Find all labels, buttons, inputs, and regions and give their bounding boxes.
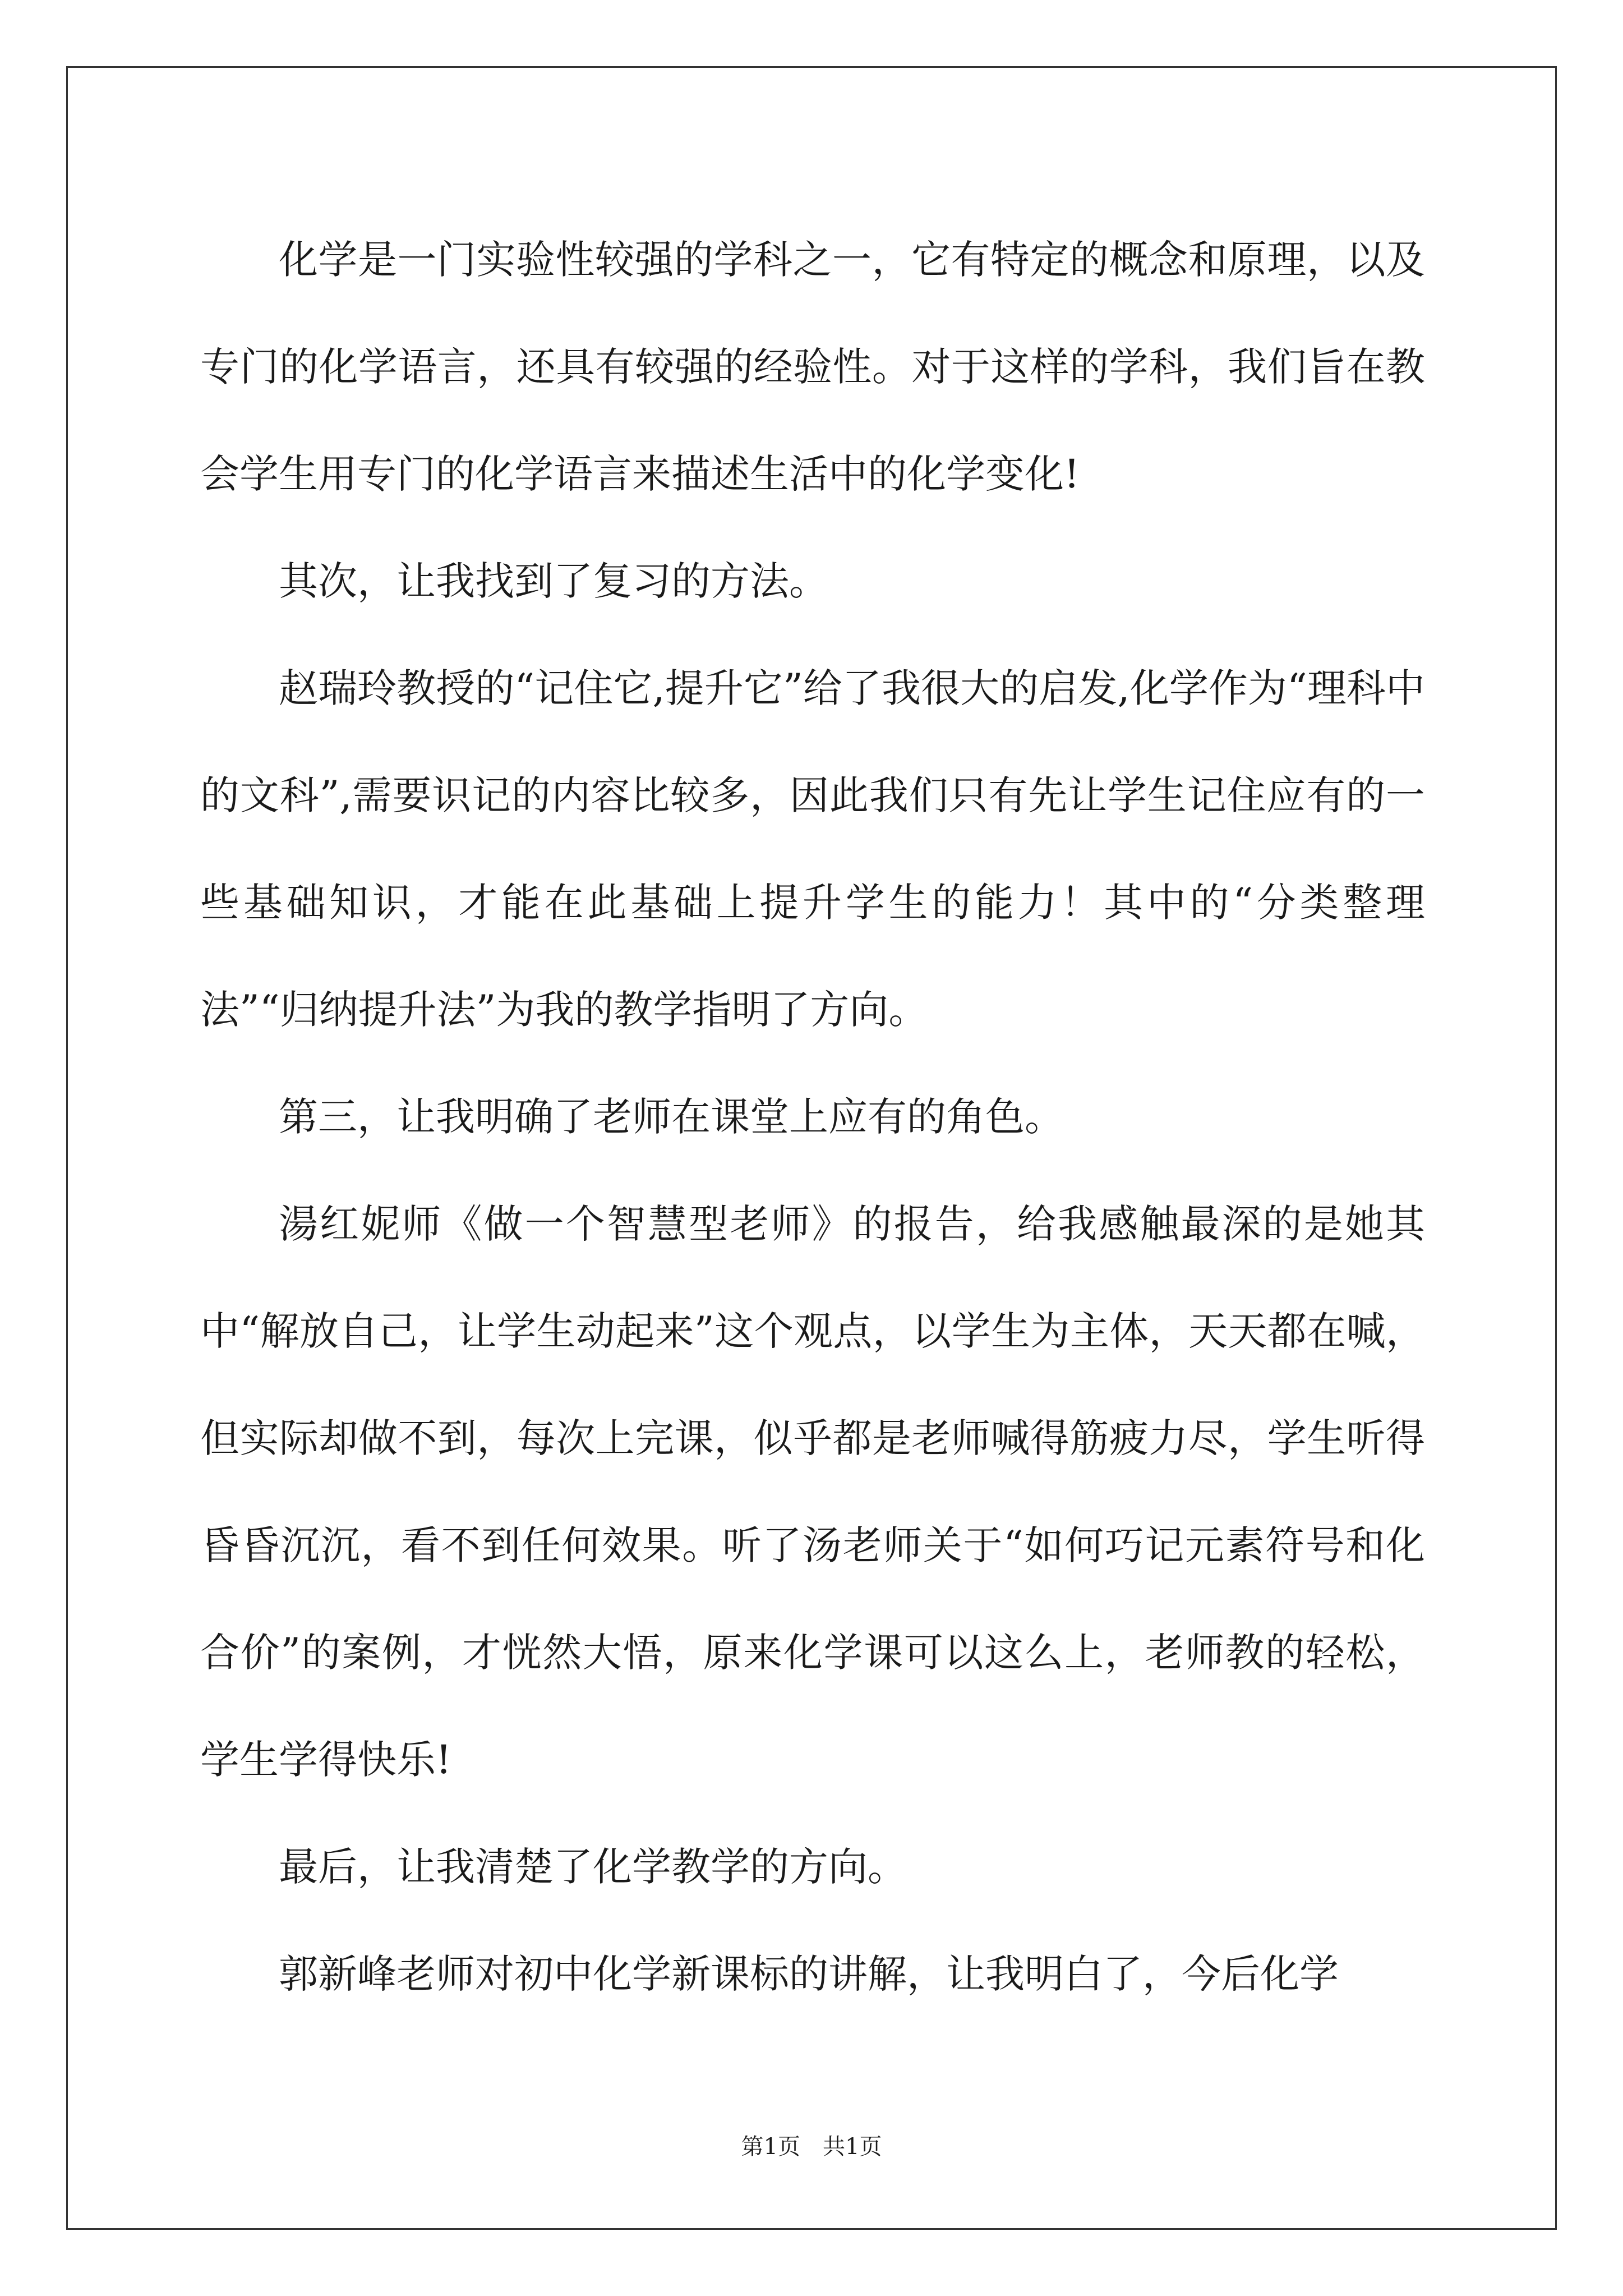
- paragraph: 其次，让我找到了复习的方法。: [279, 558, 828, 604]
- paragraph: 湯红妮师《做一个智慧型老师》的报告，给我感触最深的是她其中“解放自己，让学生动起来”这个观点，以学生为主体，天天都在喊，但实际却做不到，每次上完课，似乎都是老师喊得筋疲力尽，学生听得昏昏沉沉，看不到任何效果。听了汤老师关于“如何巧记元素符号和化合价”的案例，才恍然大悟，原来化学课可以这么上，老师教的轻松，学生学得快乐!: [200, 1201, 1425, 1783]
- paragraph: 郭新峰老师对初中化学新课标的讲解，让我明白了，今后化学: [279, 1951, 1339, 1997]
- document-body: [200, 206, 1425, 2028]
- paragraph: 化学是一门实验性较强的学科之一，它有特定的概念和原理，以及专门的化学语言，还具有较强的经验性。对于这样的学科，我们旨在教会学生用专门的化学语言来描述生活中的化学变化!: [200, 237, 1425, 497]
- paragraph: 第三，让我明确了老师在课堂上应有的角色。: [279, 1094, 1064, 1140]
- page-number: 第1页: [741, 2134, 800, 2160]
- paragraph: 最后，让我清楚了化学教学的方向。: [279, 1844, 907, 1890]
- paragraph: 赵瑞玲教授的“记住它,提升它”给了我很大的启发,化学作为“理科中的文科”,需要识记的内容比较多，因此我们只有先让学生记住应有的一些基础知识，才能在此基础上提升学生的能力！其中的“分类整理法”“归纳提升法”为我的教学指明了方向。: [200, 665, 1425, 1033]
- page-footer: [0, 2129, 1623, 2161]
- page-total: 共1页: [823, 2134, 882, 2160]
